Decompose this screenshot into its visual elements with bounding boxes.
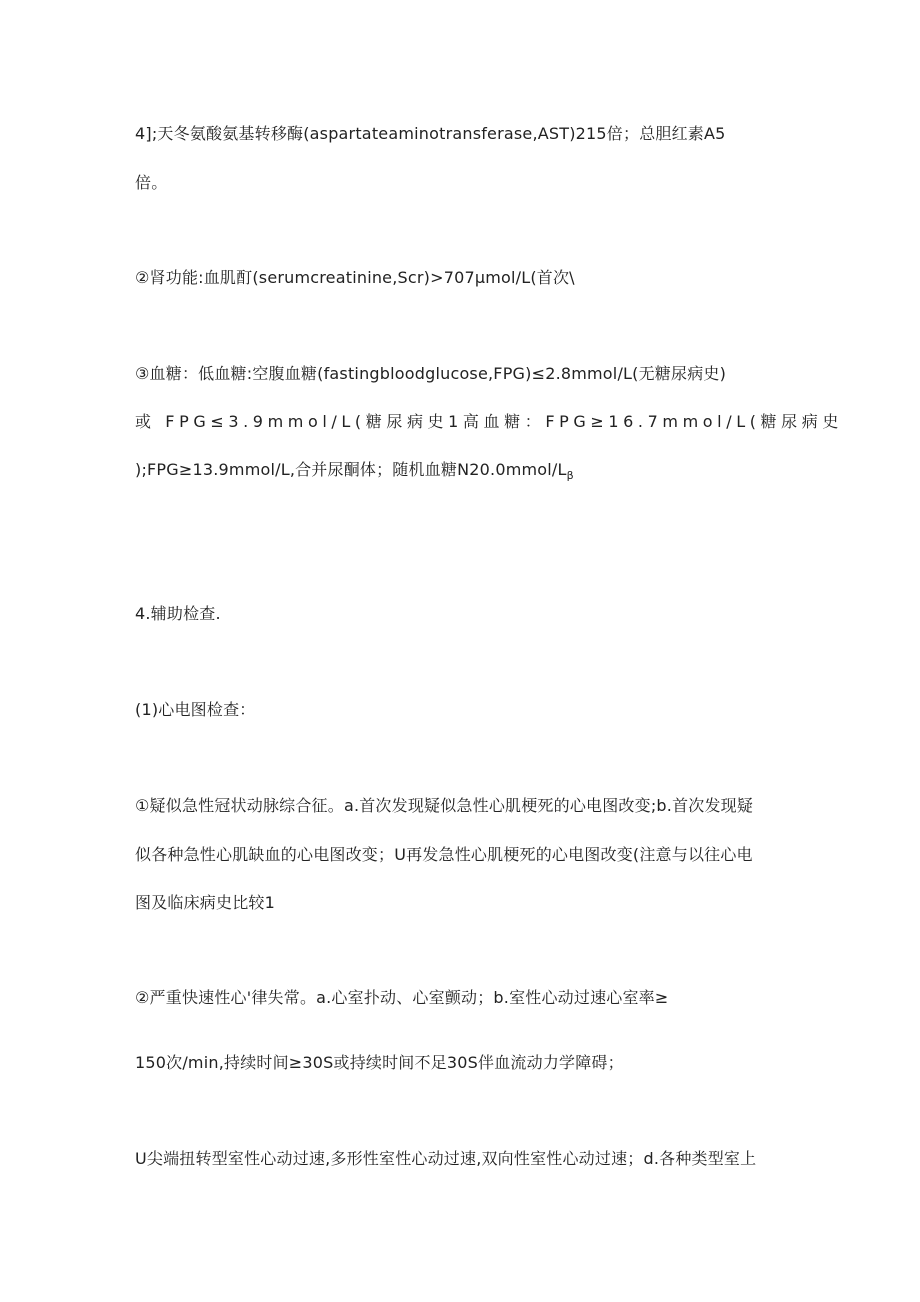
paragraph-blood-glucose-line-1: ③血糖：低血糖:空腹血糖(fastingbloodglucose,FPG)≤2.8mmol/L(无糖尿病史) <box>135 364 727 383</box>
paragraph-arrhythmia-line-1: ②严重快速性心'律失常。a.心室扑动、心室颤动；b.室性心动过速心室率≥ <box>135 988 669 1007</box>
paragraph-blood-glucose-line-3 <box>135 460 574 486</box>
paragraph-liver-function-line-2: 倍。 <box>135 173 168 192</box>
paragraph-arrhythmia-line-2: 150次/min,持续时间≥30S或持续时间不足30S伴血流动力学障碍； <box>135 1053 624 1072</box>
blood-glucose-subscript: β <box>566 469 574 482</box>
paragraph-acs-line-3: 图及临床病史比较1 <box>135 893 275 912</box>
paragraph-acs-line-1: ①疑似急性冠状动脉综合征。a.首次发现疑似急性心肌梗死的心电图改变;b.首次发现疑 <box>135 796 754 815</box>
paragraph-kidney-function: ②肾功能:血肌酊(serumcreatinine,Scr)>707μmol∕L(首次\ <box>135 268 575 287</box>
paragraph-tachycardia-line-1: U尖端扭转型室性心动过速,多形性室性心动过速,双向性室性心动过速；d.各种类型室上 <box>135 1149 757 1168</box>
section-heading-auxiliary-exams: 4.辅助检查. <box>135 604 221 623</box>
blood-glucose-line-3-text: );FPG≥13.9mmol∕L,合并尿酮体；随机血糖N20.0mmol∕L <box>135 460 567 479</box>
paragraph-liver-function-line-1: 4];天冬氨酸氨基转移酶(aspartateaminotransferase,AST)215倍；总胆红素A5 <box>135 124 726 143</box>
paragraph-blood-glucose-line-2: 或 FPG≤3.9mmol/L(糖尿病史1高血糖：FPG≥16.7mmol/L(糖尿病史 <box>135 412 843 431</box>
subsection-heading-ecg: (1)心电图检查： <box>135 700 256 719</box>
paragraph-acs-line-2: 似各种急性心肌缺血的心电图改变；U再发急性心肌梗死的心电图改变(注意与以往心电 <box>135 845 753 864</box>
